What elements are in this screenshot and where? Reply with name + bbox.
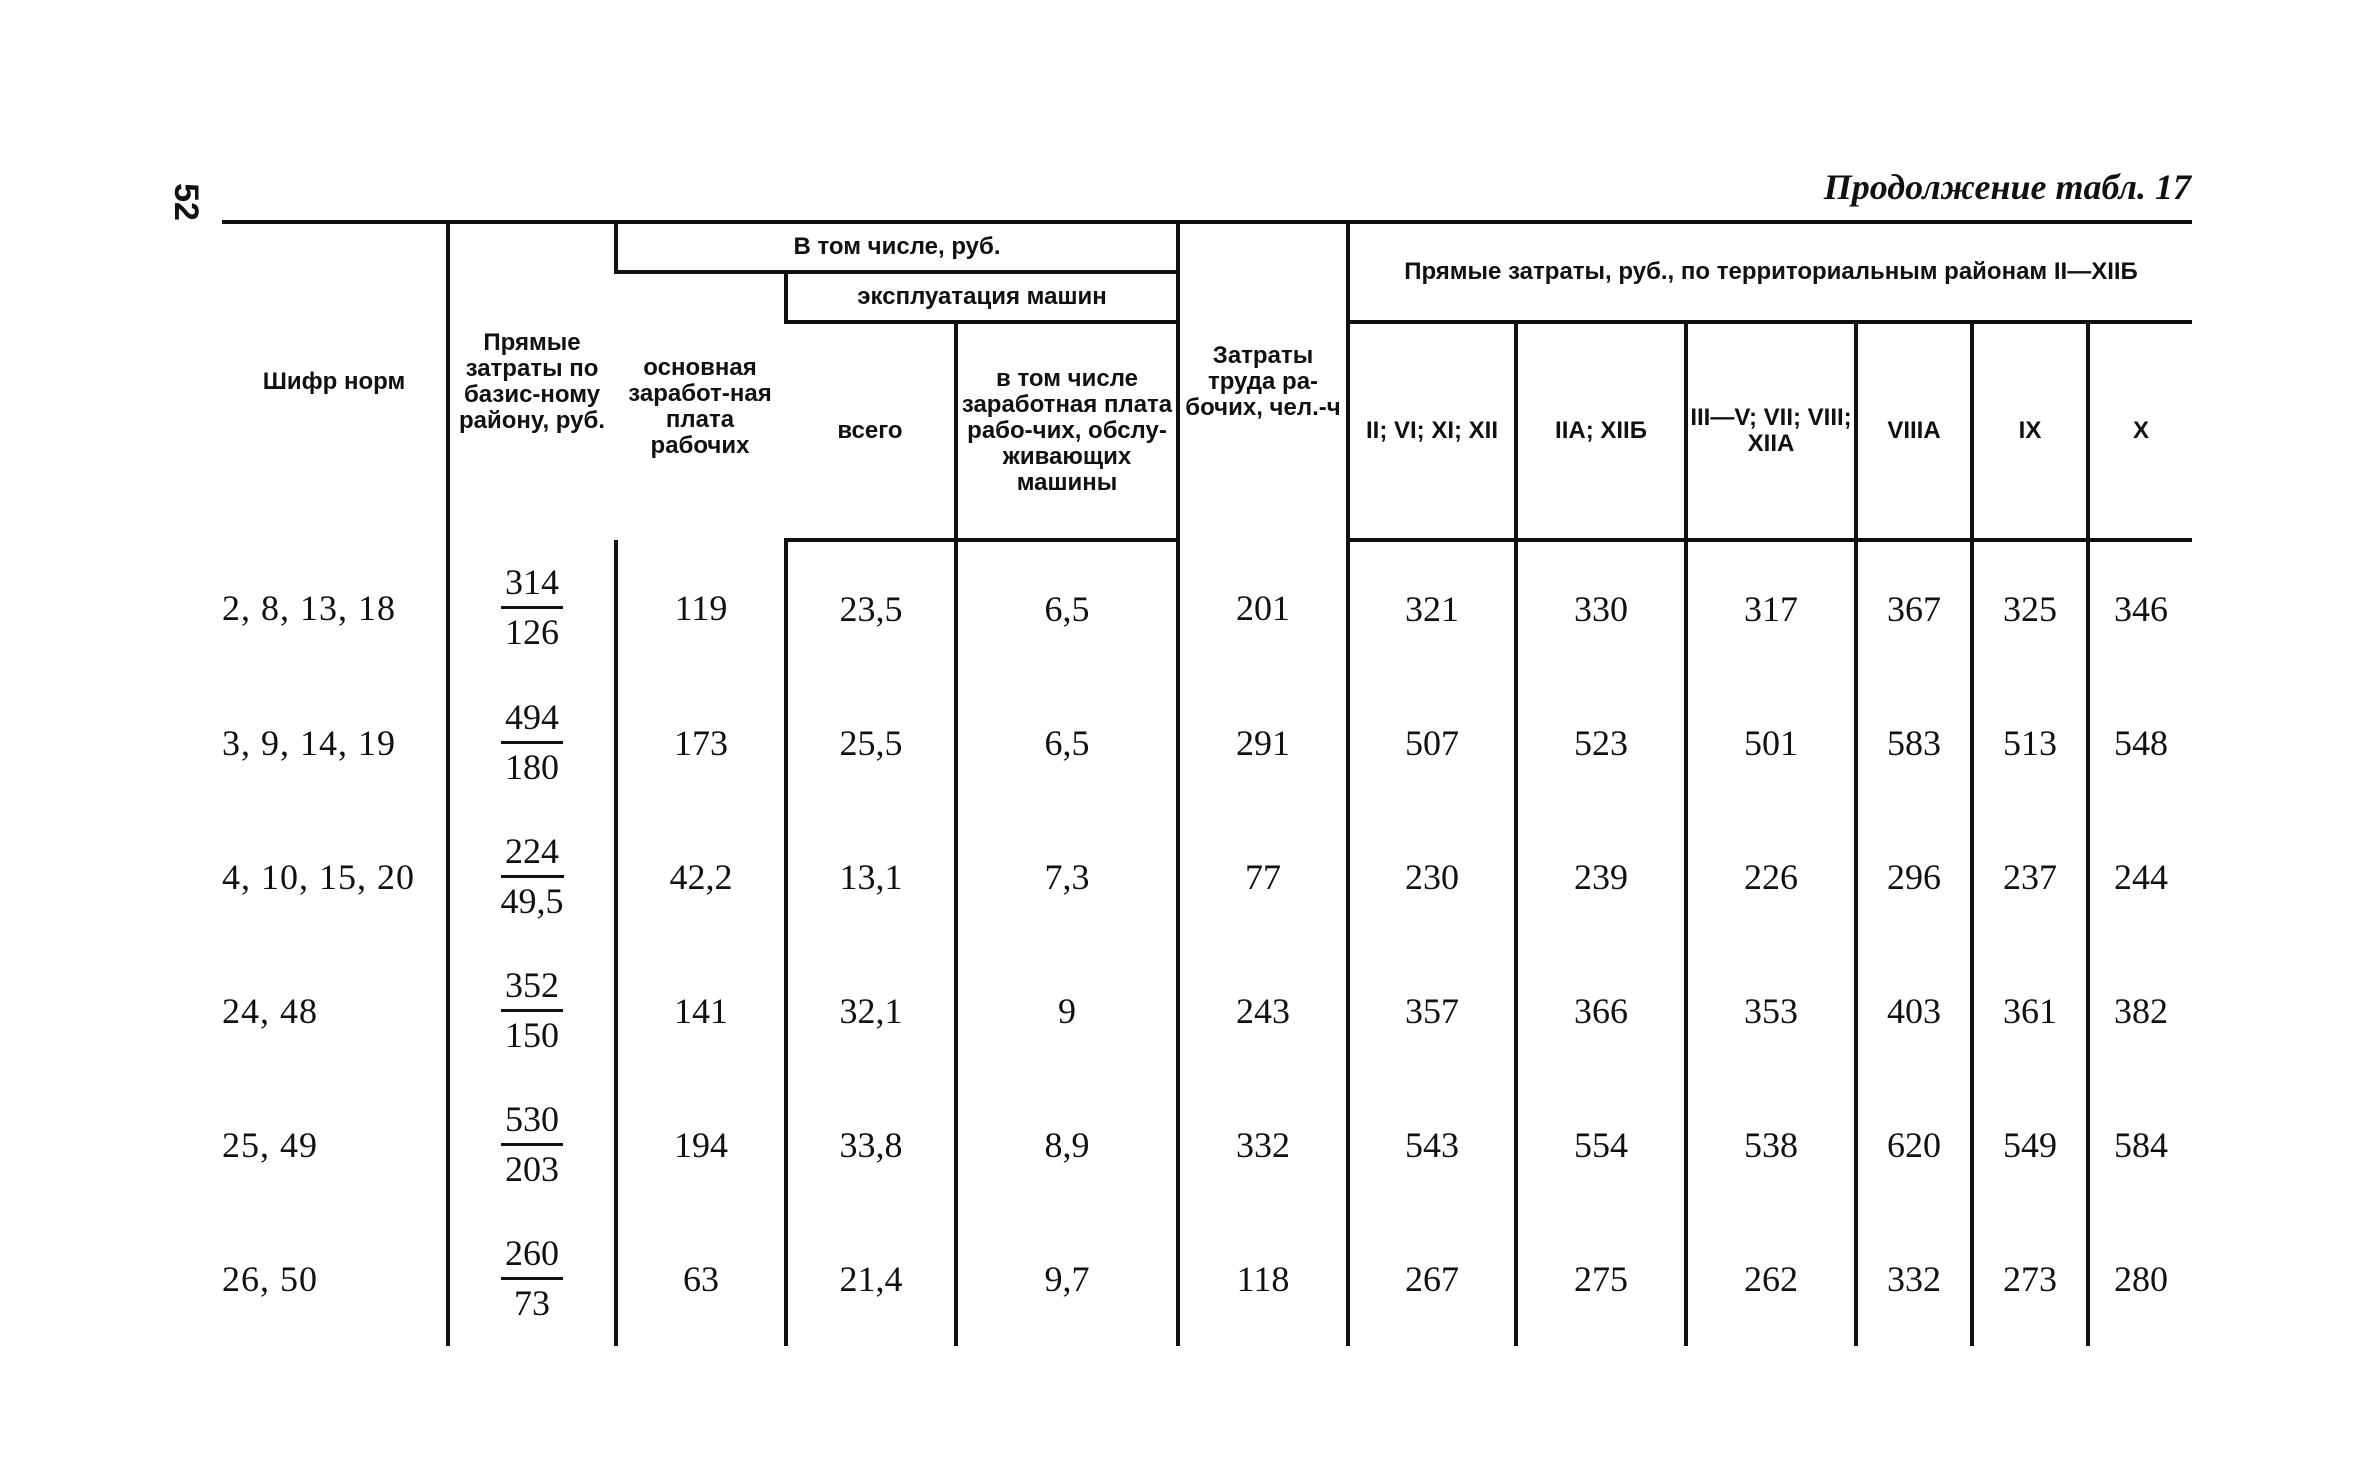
cell-r5: 273 [1972,1212,2088,1346]
fraction-numerator: 314 [501,563,563,610]
cell-main-wage: 194 [616,1078,786,1212]
cell-r3: 501 [1686,676,1856,810]
cell-mach-wage: 7,3 [956,810,1178,944]
cell-r3: 317 [1686,540,1856,676]
cell-r2: 523 [1516,676,1686,810]
header-region-1: II; VI; XI; XII [1348,322,1516,540]
fraction-denominator: 126 [505,612,559,653]
cell-labor: 77 [1178,810,1348,944]
cell-mach-wage: 9 [956,944,1178,1078]
cell-code: 2, 8, 13, 18 [222,588,396,628]
cell-labor: 201 [1178,540,1348,676]
cell-main-wage: 119 [616,540,786,676]
cell-r6: 280 [2088,1212,2192,1346]
table-row [222,676,2192,810]
page-number: 52 [167,183,205,221]
fraction-denominator: 49,5 [500,881,564,922]
cell-direct-base [448,540,616,676]
cell-labor: 118 [1178,1212,1348,1346]
cell-r5: 361 [1972,944,2088,1078]
cell-main-wage: 141 [616,944,786,1078]
cost-table [222,220,2192,1346]
cell-r1: 230 [1348,810,1516,944]
cell-r1: 321 [1348,540,1516,676]
cell-labor: 332 [1178,1078,1348,1212]
cell-r4: 296 [1856,810,1972,944]
cell-r5: 549 [1972,1078,2088,1212]
cell-mach-wage: 9,7 [956,1212,1178,1346]
fraction-numerator: 530 [501,1100,563,1147]
header-labor: Затраты труда ра-бочих, чел.-ч [1178,222,1348,540]
fraction [501,698,563,788]
table-row [222,944,2192,1078]
fraction-denominator: 73 [514,1283,550,1324]
cell-r4: 367 [1856,540,1972,676]
cell-direct-base [448,676,616,810]
cell-main-wage: 42,2 [616,810,786,944]
cell-labor: 291 [1178,676,1348,810]
cell-r3: 538 [1686,1078,1856,1212]
cell-mach-total: 21,4 [786,1212,956,1346]
cell-direct-base [448,944,616,1078]
cell-mach-total: 32,1 [786,944,956,1078]
fraction [501,966,563,1056]
cell-r3: 353 [1686,944,1856,1078]
cell-r3: 226 [1686,810,1856,944]
cell-r2: 275 [1516,1212,1686,1346]
cell-direct-base [448,1212,616,1346]
cell-labor: 243 [1178,944,1348,1078]
fraction-numerator: 260 [501,1234,563,1281]
cell-mach-total: 25,5 [786,676,956,810]
header-region-4: VIIIA [1856,322,1972,540]
cell-code: 3, 9, 14, 19 [222,723,396,763]
fraction [501,563,563,653]
cell-main-wage: 173 [616,676,786,810]
cell-mach-wage: 8,9 [956,1078,1178,1212]
cell-r5: 325 [1972,540,2088,676]
cell-r6: 584 [2088,1078,2192,1212]
header-regional: Прямые затраты, руб., по территориальным районам II—XIIБ [1348,222,2192,322]
cell-r6: 244 [2088,810,2192,944]
cell-r2: 554 [1516,1078,1686,1212]
cell-main-wage: 63 [616,1212,786,1346]
fraction-denominator: 180 [505,747,559,788]
cell-r3: 262 [1686,1212,1856,1346]
header-region-2: IIA; XIIБ [1516,322,1686,540]
cell-code: 4, 10, 15, 20 [222,857,415,897]
header-main-wage: основная заработ-ная плата рабочих [628,354,772,459]
header-region-5: IX [1972,322,2088,540]
cell-r4: 332 [1856,1212,1972,1346]
cell-r5: 237 [1972,810,2088,944]
cell-r1: 357 [1348,944,1516,1078]
table-row [222,810,2192,944]
cell-r4: 583 [1856,676,1972,810]
header-incl: В том числе, руб. [616,222,1178,272]
fraction-numerator: 494 [501,698,563,745]
cell-direct-base [448,810,616,944]
cell-r2: 366 [1516,944,1686,1078]
fraction-denominator: 150 [505,1015,559,1056]
header-machines: эксплуатация машин [786,272,1178,322]
header-machines-total: всего [786,322,956,540]
cell-code: 25, 49 [222,1125,318,1165]
cell-mach-total: 13,1 [786,810,956,944]
table-caption: Продолжение табл. 17 [1823,167,2191,207]
fraction [501,1234,563,1324]
cell-mach-total: 33,8 [786,1078,956,1212]
cell-mach-total: 23,5 [786,540,956,676]
cell-r6: 346 [2088,540,2192,676]
cell-r5: 513 [1972,676,2088,810]
cell-r6: 382 [2088,944,2192,1078]
fraction-numerator: 224 [501,832,564,879]
cell-r6: 548 [2088,676,2192,810]
cell-r1: 267 [1348,1212,1516,1346]
table-row [222,1212,2192,1346]
cell-r1: 543 [1348,1078,1516,1212]
cell-r2: 239 [1516,810,1686,944]
fraction [501,832,564,922]
cell-code: 24, 48 [222,991,318,1031]
header-code: Шифр норм [222,222,448,540]
cell-r1: 507 [1348,676,1516,810]
cell-mach-wage: 6,5 [956,540,1178,676]
fraction-denominator: 203 [505,1149,559,1190]
cell-r4: 620 [1856,1078,1972,1212]
cell-r4: 403 [1856,944,1972,1078]
fraction [501,1100,563,1190]
fraction-numerator: 352 [501,966,563,1013]
table-row [222,540,2192,676]
header-machines-wage: в том числе заработная плата рабо-чих, обслу-живающих машины [956,322,1178,540]
header-region-6: X [2088,322,2192,540]
header-region-3: III—V; VII; VIII; XIIA [1686,322,1856,540]
cell-r2: 330 [1516,540,1686,676]
cell-mach-wage: 6,5 [956,676,1178,810]
header-direct-base: Прямые затраты по базис-ному району, руб. [448,222,616,540]
table-row [222,1078,2192,1212]
cell-code: 26, 50 [222,1259,318,1299]
cell-direct-base [448,1078,616,1212]
